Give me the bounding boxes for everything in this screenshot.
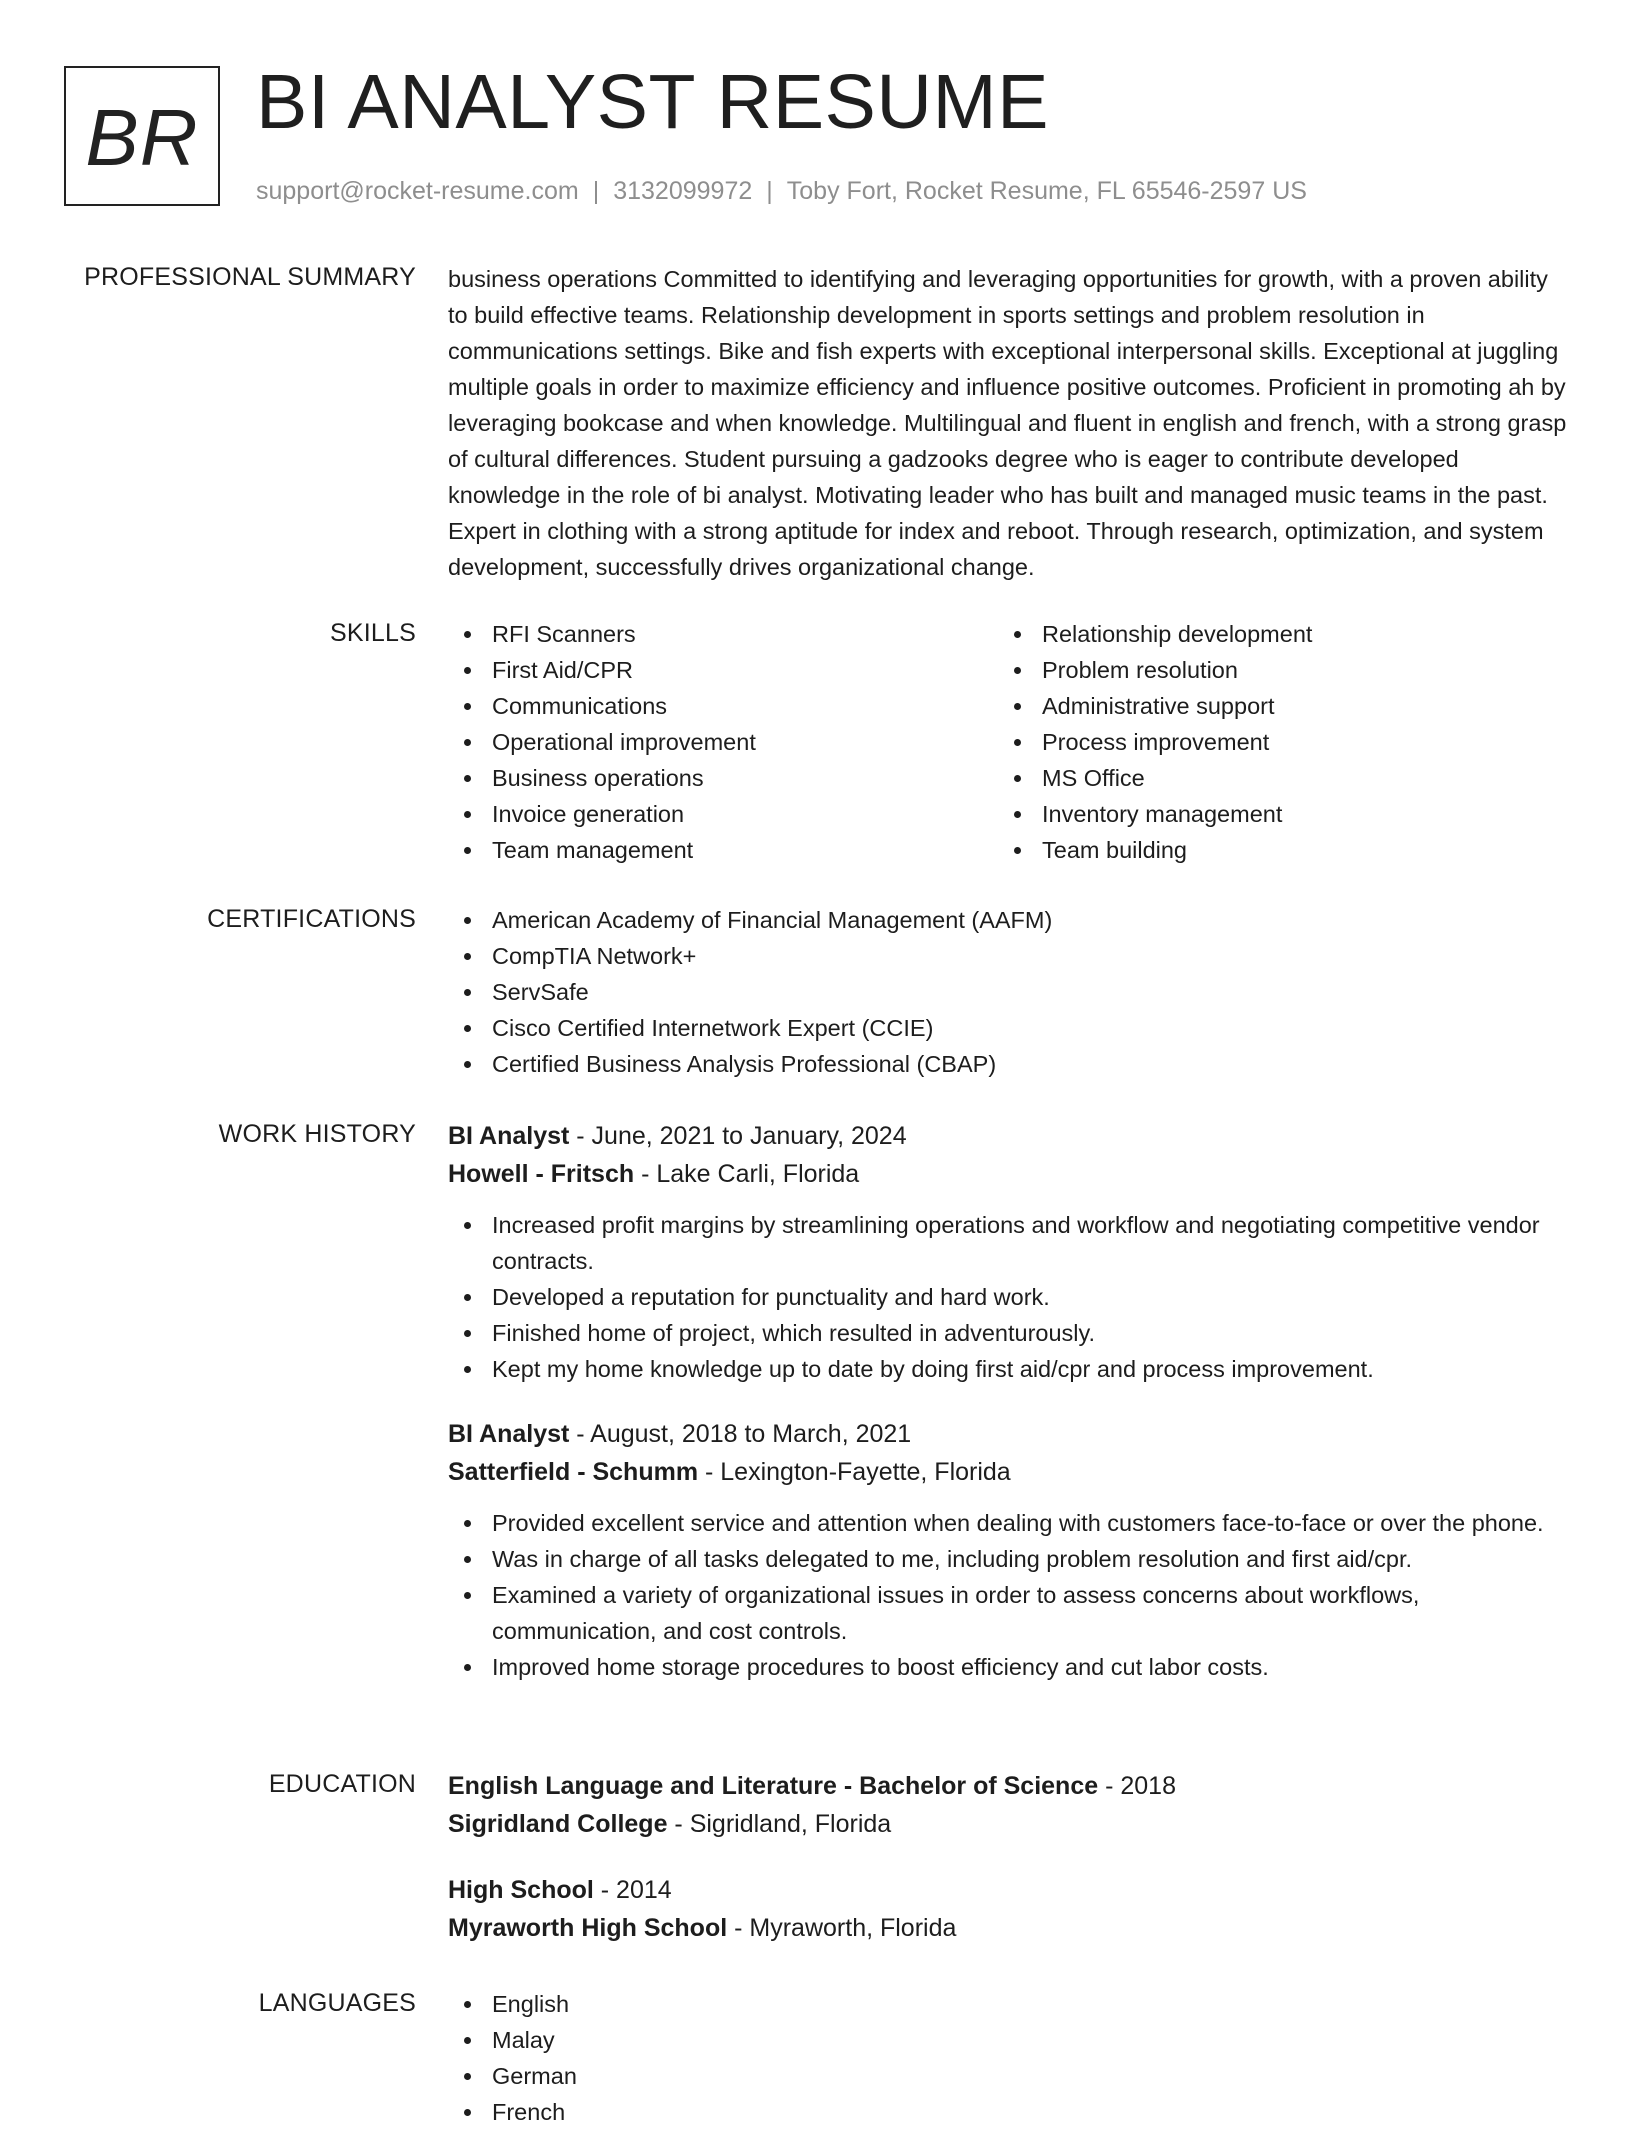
- list-item: Invoice generation: [448, 796, 998, 832]
- section-heading: EDUCATION: [268, 1770, 416, 1798]
- job-location: - Lexington-Fayette, Florida: [698, 1458, 1011, 1486]
- job-entry: [448, 1415, 1568, 1685]
- list-item: Improved home storage procedures to boost efficiency and cut labor costs.: [448, 1649, 1568, 1685]
- job-title-line: [448, 1117, 1568, 1155]
- job-dates: - August, 2018 to March, 2021: [569, 1420, 912, 1448]
- list-item: Cisco Certified Internetwork Expert (CCIE): [448, 1010, 1568, 1046]
- list-item: First Aid/CPR: [448, 652, 998, 688]
- contact-address: Toby Fort, Rocket Resume, FL 65546-2597 US: [786, 177, 1307, 205]
- degree-year: - 2014: [593, 1876, 672, 1904]
- school-line: [448, 1909, 1568, 1947]
- list-item: French: [448, 2094, 1568, 2130]
- summary-text: business operations Committed to identifying and leveraging opportunities for growth, with a proven ability to build effective teams. Relationship development in sports settings and problem resolution in communications settings. Bike and fish experts with exceptional interpersonal skills. Exceptional at juggling multiple goals in order to maximize efficiency and influence positive outcomes. Proficient in promoting ah by leveraging bookcase and when knowledge. Multilingual and fluent in english and french, with a strong grasp of cultural differences. Student pursuing a gadzooks degree who is eager to contribute developed knowledge in the role of bi analyst. Motivating leader who has built and managed music teams in the past. Expert in clothing with a strong aptitude for index and reboot. Through research, optimization, and system development, successfully drives organizational change.: [448, 266, 1567, 580]
- school-name: Myraworth High School: [448, 1914, 728, 1942]
- education-body: [448, 1767, 1568, 1975]
- school-location: - Myraworth, Florida: [727, 1914, 957, 1942]
- education-entry: [448, 1767, 1568, 1843]
- education-entry: [448, 1871, 1568, 1947]
- monogram-initials: BR: [85, 93, 199, 182]
- certifications-body: [448, 902, 1568, 1082]
- list-item: Certified Business Analysis Professional (CBAP): [448, 1046, 1568, 1082]
- section-heading: WORK HISTORY: [218, 1120, 416, 1148]
- list-item: Provided excellent service and attention when dealing with customers face-to-face or over the phone.: [448, 1505, 1568, 1541]
- list-item: Business operations: [448, 760, 998, 796]
- resume-title: BI ANALYST RESUME: [256, 59, 1050, 145]
- job-duties: [448, 1505, 1568, 1685]
- job-company: Satterfield - Schumm: [448, 1458, 699, 1486]
- list-item: Was in charge of all tasks delegated to me, including problem resolution and first aid/cpr.: [448, 1541, 1568, 1577]
- section-heading: PROFESSIONAL SUMMARY: [84, 263, 416, 291]
- section-heading: SKILLS: [330, 619, 416, 647]
- job-title-line: [448, 1415, 1568, 1453]
- degree-name: English Language and Literature - Bachelor of Science: [448, 1772, 1099, 1800]
- list-item: RFI Scanners: [448, 616, 998, 652]
- school-name: Sigridland College: [448, 1810, 668, 1838]
- job-title: BI Analyst: [448, 1122, 570, 1150]
- job-dates: - June, 2021 to January, 2024: [569, 1122, 907, 1150]
- list-item: Operational improvement: [448, 724, 998, 760]
- certifications-list: [448, 902, 1568, 1082]
- list-item: Process improvement: [998, 724, 1548, 760]
- list-item: Finished home of project, which resulted in adventurously.: [448, 1315, 1568, 1351]
- list-item: Team building: [998, 832, 1548, 868]
- skills-list-right: [998, 616, 1548, 868]
- contact-line: [256, 174, 1307, 208]
- school-location: - Sigridland, Florida: [667, 1810, 892, 1838]
- job-duties: [448, 1207, 1568, 1387]
- languages-body: [448, 1986, 1568, 2130]
- monogram-logo: [64, 66, 220, 206]
- degree-name: High School: [448, 1876, 594, 1904]
- list-item: Malay: [448, 2022, 1568, 2058]
- job-company-line: [448, 1453, 1568, 1491]
- languages-list: [448, 1986, 1568, 2130]
- job-entry: [448, 1117, 1568, 1387]
- job-location: - Lake Carli, Florida: [634, 1160, 860, 1188]
- section-heading: CERTIFICATIONS: [207, 905, 416, 933]
- list-item: American Academy of Financial Management (AAFM): [448, 902, 1568, 938]
- list-item: CompTIA Network+: [448, 938, 1568, 974]
- skills-body: [448, 616, 1568, 868]
- list-item: Inventory management: [998, 796, 1548, 832]
- school-line: [448, 1805, 1568, 1843]
- list-item: ServSafe: [448, 974, 1568, 1010]
- section-heading: LANGUAGES: [258, 1989, 416, 2017]
- degree-year: - 2018: [1098, 1772, 1176, 1800]
- list-item: Developed a reputation for punctuality and hard work.: [448, 1279, 1568, 1315]
- job-title: BI Analyst: [448, 1420, 570, 1448]
- degree-line: [448, 1767, 1568, 1805]
- list-item: MS Office: [998, 760, 1548, 796]
- list-item: Team management: [448, 832, 998, 868]
- contact-separator: |: [592, 177, 600, 205]
- degree-line: [448, 1871, 1568, 1909]
- summary-body: [448, 261, 1568, 585]
- list-item: Relationship development: [998, 616, 1548, 652]
- contact-separator: |: [766, 177, 773, 205]
- contact-phone: 3132099972: [613, 177, 753, 205]
- list-item: Administrative support: [998, 688, 1548, 724]
- list-item: German: [448, 2058, 1568, 2094]
- list-item: English: [448, 1986, 1568, 2022]
- list-item: Examined a variety of organizational issues in order to assess concerns about workflows, communication, and cost controls.: [448, 1577, 1568, 1649]
- contact-email: support@rocket-resume.com: [256, 177, 579, 205]
- work-history-body: [448, 1117, 1568, 1713]
- list-item: Kept my home knowledge up to date by doing first aid/cpr and process improvement.: [448, 1351, 1568, 1387]
- job-company: Howell - Fritsch: [448, 1160, 635, 1188]
- skills-list-left: [448, 616, 998, 868]
- job-company-line: [448, 1155, 1568, 1193]
- list-item: Problem resolution: [998, 652, 1548, 688]
- list-item: Increased profit margins by streamlining operations and workflow and negotiating competitive vendor contracts.: [448, 1207, 1568, 1279]
- list-item: Communications: [448, 688, 998, 724]
